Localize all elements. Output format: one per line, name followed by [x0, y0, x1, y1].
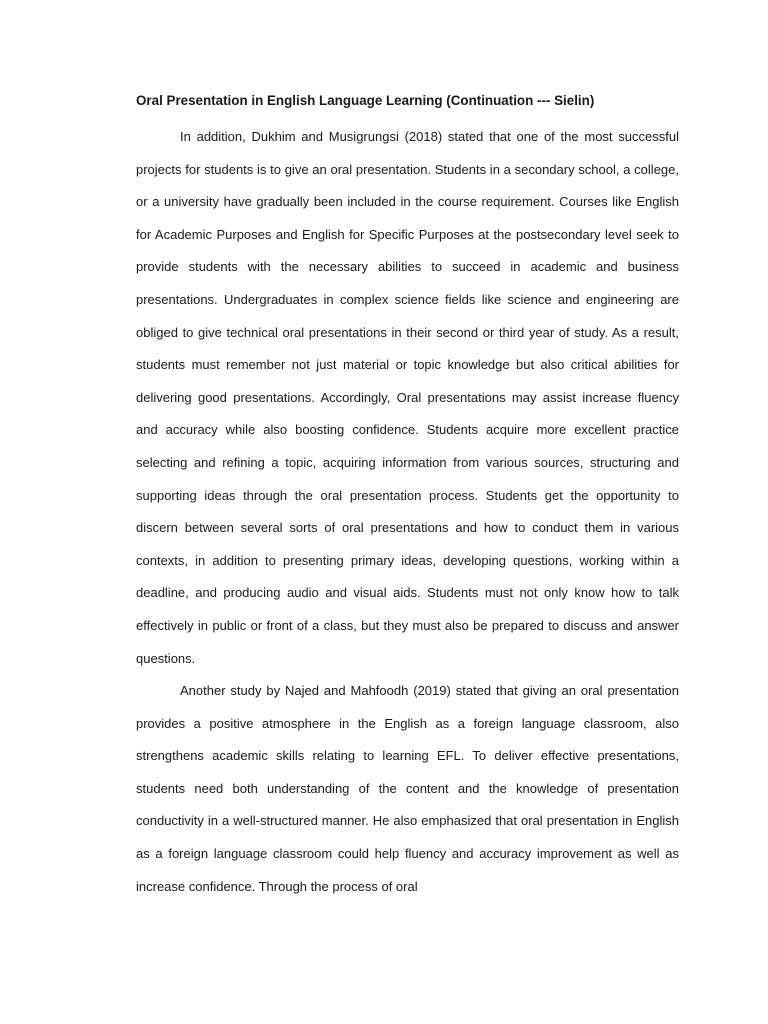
- document-body: [136, 91, 679, 903]
- paragraph-1: In addition, Dukhim and Musigrungsi (2018) stated that one of the most successful projects for students is to give an oral presentation. Students in a secondary school, a college, or a university have gradually been included in the course requirement. Courses like English for Academic Purposes and English for Specific Purposes at the postsecondary level seek to provide students with the necessary abilities to succeed in academic and business presentations. Undergraduates in complex science fields like science and engineering are obliged to give technical oral presentations in their second or third year of study. As a result, students must remember not just material or topic knowledge but also critical abilities for delivering good presentations. Accordingly, Oral presentations may assist increase fluency and accuracy while also boosting confidence. Students acquire more excellent practice selecting and refining a topic, acquiring information from various sources, structuring and supporting ideas through the oral presentation process. Students get the opportunity to discern between several sorts of oral presentations and how to conduct them in various contexts, in addition to presenting primary ideas, developing questions, working within a deadline, and producing audio and visual aids. Students must not only know how to talk effectively in public or front of a class, but they must also be prepared to discuss and answer questions.: [136, 129, 679, 666]
- paragraph-2: Another study by Najed and Mahfoodh (2019) stated that giving an oral presentation provides a positive atmosphere in the English as a foreign language classroom, also strengthens academic skills relating to learning EFL. To deliver effective presentations, students need both understanding of the content and the knowledge of presentation conductivity in a well-structured manner. He also emphasized that oral presentation in English as a foreign language classroom could help fluency and accuracy improvement as well as increase confidence. Through the process of oral: [136, 683, 679, 894]
- document-title: Oral Presentation in English Language Learning (Continuation --- Sielin): [136, 93, 595, 108]
